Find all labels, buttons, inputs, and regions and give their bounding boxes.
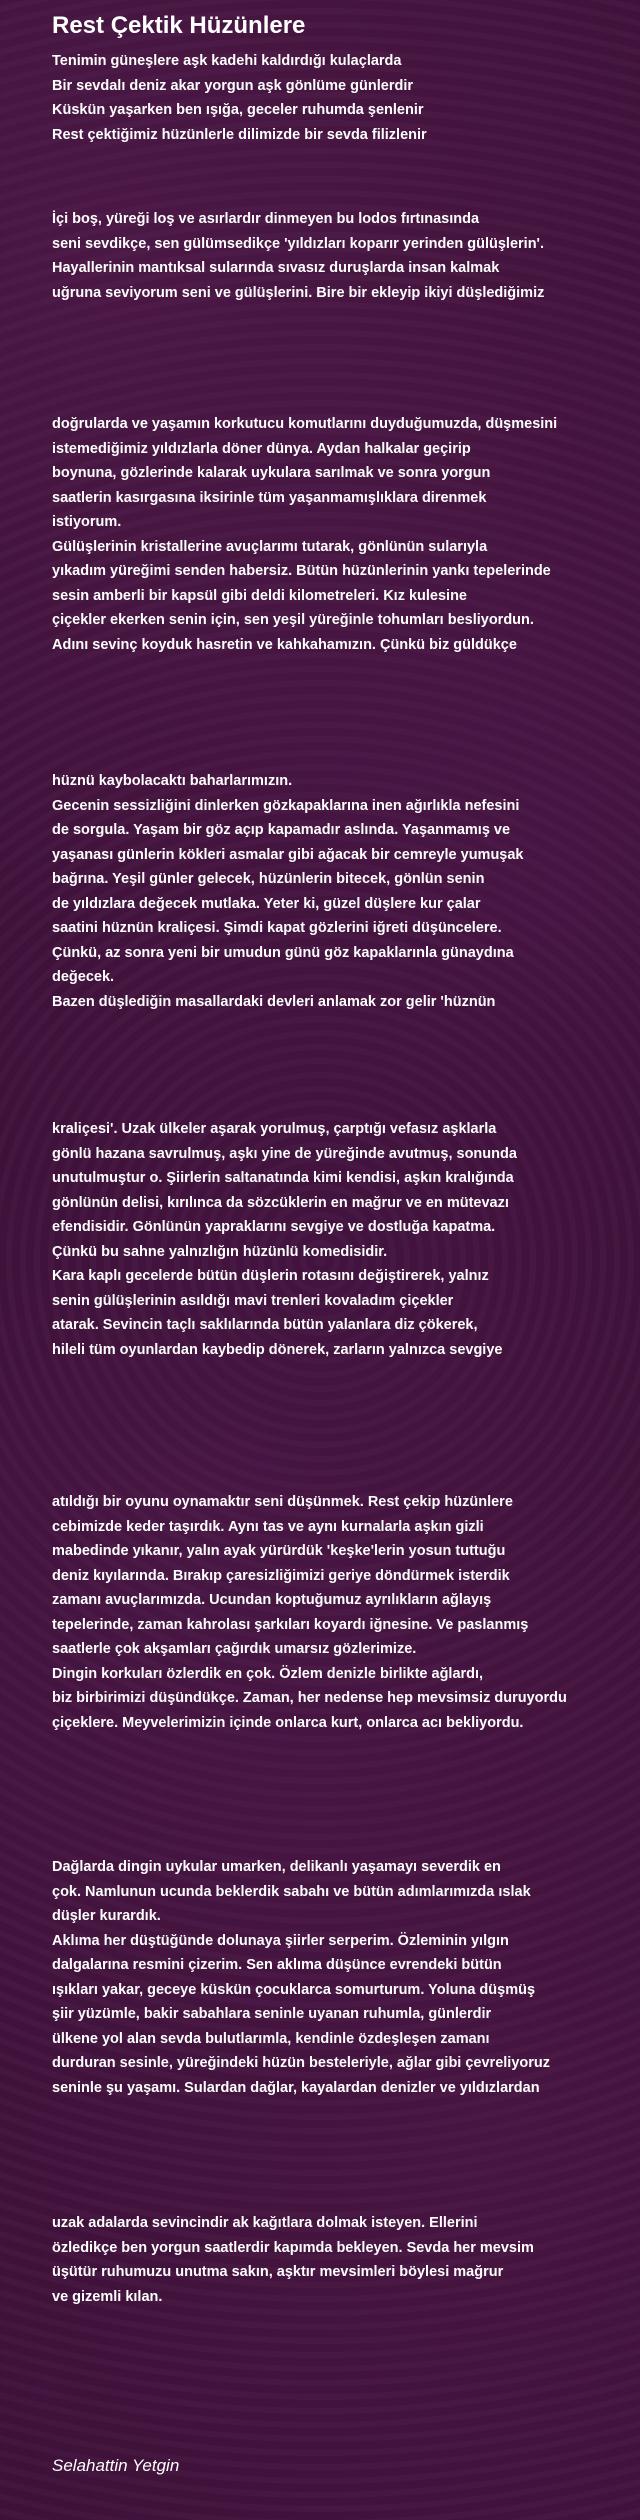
poem-line: efendisidir. Gönlünün yapraklarını sevgiye ve dostluğa kapatma. <box>52 1219 496 1235</box>
poem-line: çok. Namlunun ucunda beklerdik sabahı ve bütün adımlarımızda ıslak <box>52 1883 531 1900</box>
poem-line: Rest çektiğimiz hüzünlerle dilimizde bir sevda filizlenir <box>52 126 427 143</box>
poem-line: boynuna, gözlerinde kalarak uykulara sarılmak ve sonra yorgun <box>52 465 491 481</box>
poem-line: çiçeklere. Meyvelerimizin içinde onlarca kurt, onlarca acı bekliyordu. <box>52 1714 524 1731</box>
poem-line: deniz kıyılarında. Bırakıp çaresizliğimizi geriye döndürmek isterdik <box>52 1567 510 1584</box>
poem-line: saatlerin kasırgasına iksirinle tüm yaşanmamışlıklara direnmek <box>52 489 487 506</box>
stanza-8 <box>52 2211 632 2309</box>
poem-line: Gecenin sessizliğini dinlerken gözkapaklarına inen ağırlıkla nefesini <box>52 797 520 814</box>
poem-line: Çünkü, az sonra yeni bir umudun günü göz kapaklarınla günaydına <box>52 944 514 961</box>
poem-line: senin gülüşlerinin asıldığı mavi trenleri kovaladım çiçekler <box>52 1292 454 1309</box>
poem-line: bağrına. Yeşil günler gelecek, hüzünlerin bitecek, gönlün senin <box>52 871 485 887</box>
poem-line: Çünkü bu sahne yalnızlığın hüzünlü komedisidir. <box>52 1243 388 1260</box>
poem-line: sesin amberli bir kapsül gibi deldi kilometreleri. Kız kulesine <box>52 587 467 604</box>
poem-author: Selahattin Yetgin <box>52 2456 180 2475</box>
poem-line: kraliçesi'. Uzak ülkeler aşarak yorulmuş, çarptığı vefasız aşklarla <box>52 1121 497 1137</box>
poem-line: özledikçe ben yorgun saatlerdir kapımda bekleyen. Sevda her mevsim <box>52 2239 534 2256</box>
poem-line: seni sevdikçe, sen gülümsedikçe 'yıldızları koparır yerinden gülüşlerin'. <box>52 235 545 252</box>
poem-line: Bazen düşlediğin masallardaki devleri anlamak zor gelir 'hüznün <box>52 993 496 1010</box>
poem-line: üşütür ruhumuzu unutma sakın, aşktır mevsimleri böylesi mağrur <box>52 2264 504 2280</box>
poem-line: saatini hüznün kraliçesi. Şimdi kapat gözlerini iğreti düşüncelere. <box>52 920 502 936</box>
poem-line: düşler kurardık. <box>52 1908 161 1924</box>
poem-line: Aklıma her düştüğünde dolunaya şiirler serperim. Özleminin yılgın <box>52 1932 509 1949</box>
poem-line: Bir sevdalı deniz akar yorgun aşk gönlüme günlerdir <box>52 77 413 94</box>
poem-line: Adını sevinç koyduk hasretin ve kahkahamızın. Çünkü biz güldükçe <box>52 636 517 653</box>
poem-line: yıkadım yüreğimi senden habersiz. Bütün hüzünlerinin yankı tepelerinde <box>52 563 551 579</box>
poem-line: tepelerinde, zaman kahrolası şarkıları koyardı iğnesine. Ve paslanmış <box>52 1616 529 1633</box>
poem-line: durduran sesinle, yüreğindeki hüzün besteleriyle, ağlar gibi çevreliyoruz <box>52 2055 550 2071</box>
poem-line: Tenimin güneşlere aşk kadehi kaldırdığı kulaçlarda <box>52 53 402 69</box>
poem-line: uzak adalarda sevincindir ak kağıtlara dolmak isteyen. Ellerini <box>52 2215 478 2231</box>
stanza-7 <box>52 1855 632 2100</box>
stanza-5 <box>52 1117 632 1362</box>
poem-line: çiçekler ekerken senin için, sen yeşil yüreğinle tohumları besliyordun. <box>52 612 534 628</box>
stanza-6 <box>52 1490 632 1735</box>
poem-line: Dingin korkuları özlerdik en çok. Özlem denizle birlikte ağlardı, <box>52 1665 484 1682</box>
poem-line: Dağlarda dingin uykular umarken, delikanlı yaşamayı severdik en <box>52 1859 501 1875</box>
poem-line: uğruna seviyorum seni ve gülüşlerini. Bire bir ekleyip ikiyi düşlediğimiz <box>52 284 545 301</box>
poem-line: Küskün yaşarken ben ışığa, geceler ruhumda şenlenir <box>52 102 424 118</box>
poem-line: zamanı avuçlarımızda. Ucundan koptuğumuz ayrılıkların ağlayış <box>52 1592 492 1608</box>
stanza-4 <box>52 769 632 1014</box>
poem-line: saatlerle çok akşamları çağırdık umarsız gözlerimize. <box>52 1641 417 1657</box>
poem-line: seninle şu yaşamı. Sulardan dağlar, kayalardan denizler ve yıldızlardan <box>52 2079 540 2096</box>
poem-line: atarak. Sevincin taçlı saklılarında bütün yalanlara diz çökerek, <box>52 1317 478 1333</box>
poem-line: hileli tüm oyunlardan kaybedip dönerek, zarların yalnızca sevgiye <box>52 1341 503 1358</box>
poem-line: yaşanası günlerin kökleri asmalar gibi ağacak bir cemreyle yumuşak <box>52 846 524 863</box>
stanza-3 <box>52 412 632 657</box>
poem-line: biz birbirimizi düşündükçe. Zaman, her nedense hep mevsimsiz duruyordu <box>52 1690 567 1706</box>
poem-line: unutulmuştur o. Şiirlerin saltanatında kimi kendisi, aşkın kralığında <box>52 1170 514 1186</box>
poem-line: Kara kaplı gecelerde bütün düşlerin rotasını değiştirerek, yalnız <box>52 1268 489 1284</box>
poem-title: Rest Çektik Hüzünlere <box>52 12 306 39</box>
poem-line: ışıkları yakar, geceye küskün çocuklarca somurturum. Yoluna düşmüş <box>52 1981 536 1998</box>
poem-line: cebimizde keder taşırdık. Aynı tas ve aynı kurnalarla aşkın gizli <box>52 1518 484 1535</box>
poem-line: istiyorum. <box>52 514 122 530</box>
poem-line: atıldığı bir oyunu oynamaktır seni düşünmek. Rest çekip hüzünlere <box>52 1494 513 1510</box>
poem-line: İçi boş, yüreği loş ve asırlardır dinmeyen bu lodos fırtınasında <box>52 211 480 227</box>
poem-line: ve gizemli kılan. <box>52 2288 163 2305</box>
poem-line: doğrularda ve yaşamın korkutucu komutlarını duyduğumuzda, düşmesini <box>52 416 558 432</box>
poem-line: gönlü hazana savrulmuş, aşkı yine de yüreğinde avutmuş, sonunda <box>52 1145 517 1162</box>
poem-line: gönlünün delisi, kırılınca da sözcüklerin en mağrur ve en mütevazı <box>52 1194 509 1211</box>
poem-line: Hayallerinin mantıksal sularında sıvasız duruşlarda insan kalmak <box>52 260 500 276</box>
poem-line: dalgalarına resmini çizerim. Sen aklıma düşünce evrendeki bütün <box>52 1957 502 1973</box>
poem-line: de yıldızlara değecek mutlaka. Yeter ki, güzel düşlere kur çalar <box>52 895 481 912</box>
poem-line: ülkene yol alan sevda bulutlarımla, kendinle özdeşleşen zamanı <box>52 2030 490 2047</box>
poem-line: mabedinde yıkanır, yalın ayak yürürdük 'keşke'lerin yosun tuttuğu <box>52 1543 506 1559</box>
poem-line: değecek. <box>52 969 115 985</box>
poem-line: Gülüşlerinin kristallerine avuçlarımı tutarak, gönlünün sularıyla <box>52 538 488 555</box>
stanza-1 <box>52 49 632 147</box>
poem-line: de sorgula. Yaşam bir göz açıp kapamadır aslında. Yaşanmamış ve <box>52 822 511 838</box>
poem-line: istemediğimiz yıldızlarla döner dünya. Aydan halkalar geçirip <box>52 440 471 457</box>
stanza-2 <box>52 207 632 305</box>
poem-line: şiir yüzümle, bakir sabahlara seninle uyanan ruhumla, günlerdir <box>52 2006 492 2022</box>
poem-line: hüznü kaybolacaktı baharlarımızın. <box>52 773 293 789</box>
